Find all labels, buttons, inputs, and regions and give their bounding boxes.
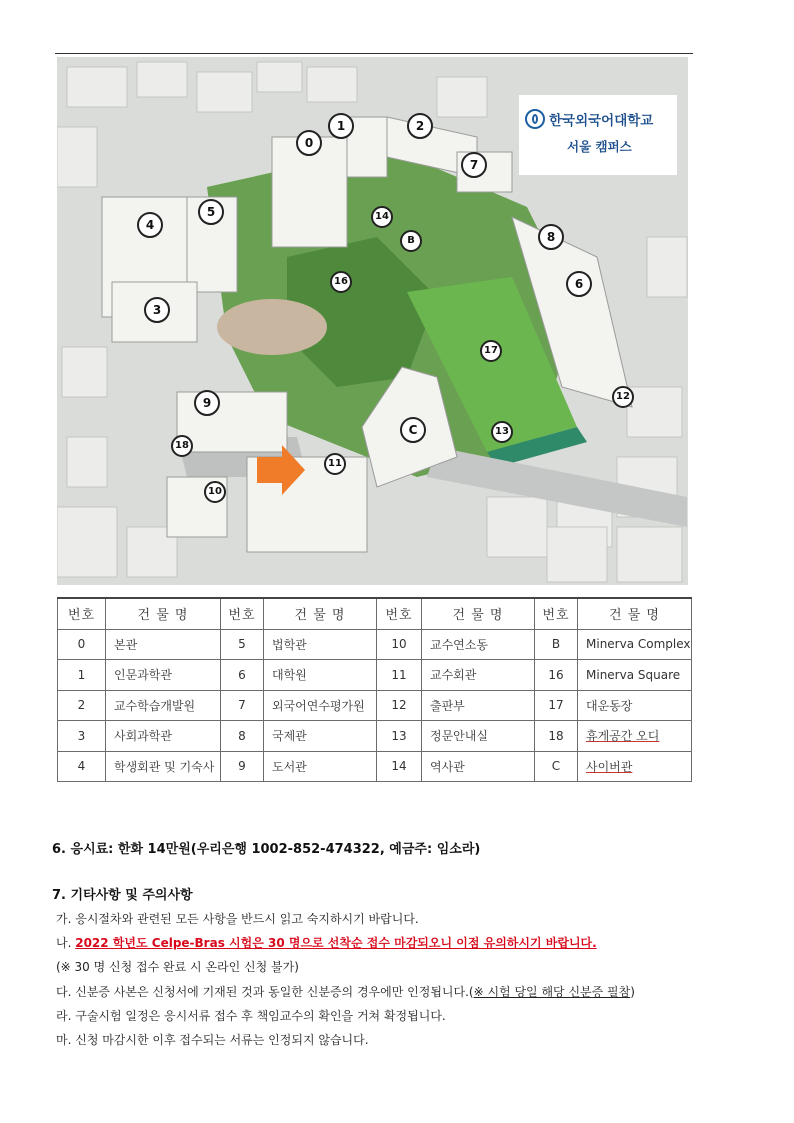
cell-number: 13	[377, 721, 422, 752]
map-marker-9: 9	[194, 390, 220, 416]
table-row	[58, 690, 692, 721]
notice-item-ra: 라. 구술시험 일정은 응시서류 접수 후 책임교수의 확인을 거쳐 확정됩니다.	[56, 1009, 446, 1023]
cell-building: 외국어연수평가원	[264, 690, 377, 721]
cell-number: 5	[221, 629, 264, 660]
cell-number: C	[535, 751, 578, 782]
cell-number: 10	[377, 629, 422, 660]
logo-campus-name: 서울 캠퍼스	[567, 139, 632, 154]
map-marker-3: 3	[144, 297, 170, 323]
cell-building: 교수회관	[422, 660, 535, 691]
cell-number: 14	[377, 751, 422, 782]
cell-number: 3	[58, 721, 106, 752]
cell-number: 0	[58, 629, 106, 660]
col-header-building: 건 물 명	[106, 598, 221, 629]
cell-building: 출판부	[422, 690, 535, 721]
logo-university-name: 한국외국어대학교	[549, 113, 654, 129]
notice-item-da-underlined: ※ 시험 당일 해당 신분증 필참	[473, 985, 631, 999]
cell-number: B	[535, 629, 578, 660]
cell-building: 인문과학관	[106, 660, 221, 691]
map-marker-16: 16	[330, 271, 352, 293]
map-marker-18: 18	[171, 435, 193, 457]
col-header-building: 건 물 명	[264, 598, 377, 629]
cell-number: 6	[221, 660, 264, 691]
map-marker-1: 1	[328, 113, 354, 139]
notice-item-da-end: )	[630, 985, 635, 999]
notice-item-da	[56, 983, 635, 1000]
map-marker-0: 0	[296, 130, 322, 156]
table-row	[58, 751, 692, 782]
cell-building: 휴게공간 오디	[578, 721, 692, 752]
cell-building: 사이버관	[578, 751, 692, 782]
map-marker-10: 10	[204, 481, 226, 503]
cell-building: 역사관	[422, 751, 535, 782]
notice-item-na-emphasis: 2022 학년도 Celpe-Bras 시험은 30 명으로 선착순 접수 마감되오니 이점 유의하시기 바랍니다.	[75, 936, 597, 950]
col-header-number: 번호	[221, 598, 264, 629]
cell-number: 11	[377, 660, 422, 691]
cell-number: 1	[58, 660, 106, 691]
notice-note: (※ 30 명 신청 접수 완료 시 온라인 신청 불가)	[56, 960, 299, 974]
map-marker-2: 2	[407, 113, 433, 139]
notice-item-na	[56, 934, 597, 951]
campus-map	[57, 57, 688, 585]
col-header-number: 번호	[377, 598, 422, 629]
cell-number: 17	[535, 690, 578, 721]
cell-building: Minerva Complex	[578, 629, 692, 660]
cell-number: 9	[221, 751, 264, 782]
table-row	[58, 721, 692, 752]
cell-building: 국제관	[264, 721, 377, 752]
cell-building: 교수학습개발원	[106, 690, 221, 721]
table-row	[58, 660, 692, 691]
map-marker-12: 12	[612, 386, 634, 408]
map-marker-17: 17	[480, 340, 502, 362]
cell-building: 본관	[106, 629, 221, 660]
map-marker-14: 14	[371, 206, 393, 228]
cell-building: 법학관	[264, 629, 377, 660]
cell-number: 8	[221, 721, 264, 752]
map-marker-6: 6	[566, 271, 592, 297]
map-marker-11: 11	[324, 453, 346, 475]
col-header-building: 건 물 명	[578, 598, 692, 629]
map-marker-5: 5	[198, 199, 224, 225]
cell-building: 정문안내실	[422, 721, 535, 752]
cell-building: Minerva Square	[578, 660, 692, 691]
cell-building: 도서관	[264, 751, 377, 782]
col-header-number: 번호	[535, 598, 578, 629]
table-header-row	[58, 598, 692, 629]
cell-building: 대운동장	[578, 690, 692, 721]
section7-heading: 7. 기타사항 및 주의사항	[52, 888, 193, 903]
cell-number: 16	[535, 660, 578, 691]
col-header-building: 건 물 명	[422, 598, 535, 629]
cell-number: 12	[377, 690, 422, 721]
top-rule	[55, 53, 693, 54]
university-emblem-icon	[525, 109, 545, 129]
map-marker-13: 13	[491, 421, 513, 443]
university-logo	[519, 95, 677, 175]
notice-item-ga: 가. 응시절차와 관련된 모든 사항을 반드시 읽고 숙지하시기 바랍니다.	[56, 912, 419, 926]
cell-building: 대학원	[264, 660, 377, 691]
map-marker-4: 4	[137, 212, 163, 238]
cell-number: 2	[58, 690, 106, 721]
cell-building: 교수연소동	[422, 629, 535, 660]
cell-building: 사회과학관	[106, 721, 221, 752]
building-table	[57, 597, 692, 782]
section6-fee: 6. 응시료: 한화 14만원(우리은행 1002-852-474322, 예금주: 임소라)	[52, 842, 481, 857]
notice-item-na-prefix: 나.	[56, 936, 76, 950]
table-row	[58, 629, 692, 660]
col-header-number: 번호	[58, 598, 106, 629]
map-marker-B: B	[400, 230, 422, 252]
cell-number: 7	[221, 690, 264, 721]
notice-item-ma: 마. 신청 마감시한 이후 접수되는 서류는 인정되지 않습니다.	[56, 1033, 369, 1047]
cell-number: 18	[535, 721, 578, 752]
notice-item-da-main: 다. 신분증 사본은 신청서에 기재된 것과 동일한 신분증의 경우에만 인정됩니다.(	[56, 985, 474, 999]
map-marker-7: 7	[461, 152, 487, 178]
cell-number: 4	[58, 751, 106, 782]
map-marker-C: C	[400, 417, 426, 443]
map-marker-8: 8	[538, 224, 564, 250]
cell-building: 학생회관 및 기숙사	[106, 751, 221, 782]
